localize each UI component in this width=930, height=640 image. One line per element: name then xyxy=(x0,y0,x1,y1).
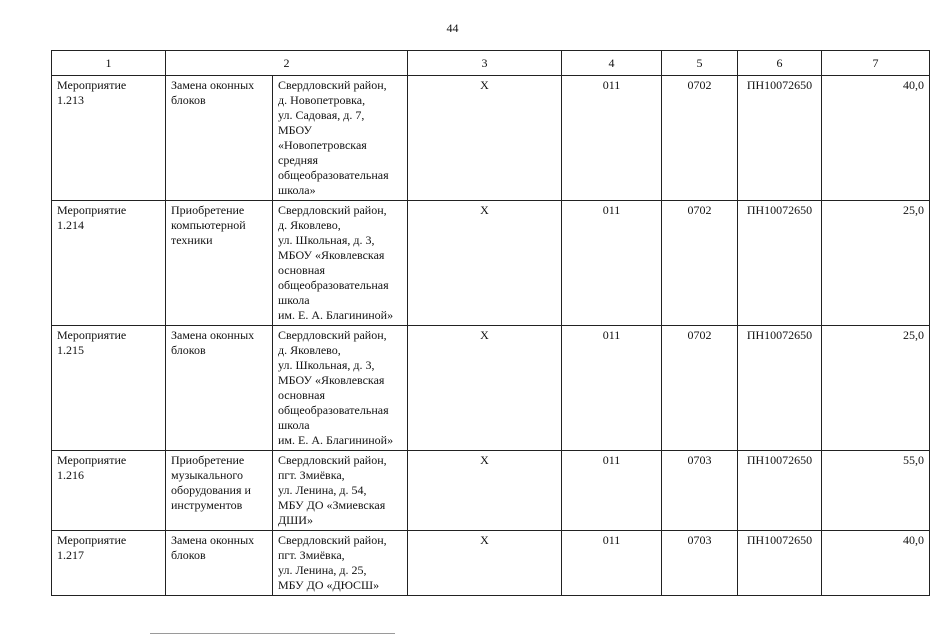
event-address-cell xyxy=(273,201,408,326)
event-description-cell-line: техники xyxy=(171,233,213,247)
event-address-cell-line: основная xyxy=(278,263,325,277)
event-description-cell-line: инструментов xyxy=(171,498,243,512)
event-id-cell-line: Мероприятие xyxy=(57,203,127,217)
header-col-7: 7 xyxy=(822,51,930,76)
event-description-cell xyxy=(166,76,273,201)
event-id-cell xyxy=(52,76,166,201)
amount-cell: 25,0 xyxy=(822,326,930,451)
event-description-cell-line: Приобретение xyxy=(171,203,245,217)
header-col-6: 6 xyxy=(738,51,822,76)
event-description-cell-line: оборудования и xyxy=(171,483,251,497)
header-col-4: 4 xyxy=(562,51,662,76)
event-address-cell xyxy=(273,531,408,596)
event-description-cell-line: Замена оконных xyxy=(171,328,255,342)
col3-cell: Х xyxy=(408,326,562,451)
table-row xyxy=(52,531,930,596)
event-description-cell-line: блоков xyxy=(171,343,206,357)
col3-cell: Х xyxy=(408,451,562,531)
event-id-cell-line: Мероприятие xyxy=(57,533,127,547)
event-address-cell-line: общеобразовательная xyxy=(278,403,389,417)
event-description-cell-line: компьютерной xyxy=(171,218,246,232)
header-col-5: 5 xyxy=(662,51,738,76)
amount-cell: 40,0 xyxy=(822,531,930,596)
amount-cell: 40,0 xyxy=(822,76,930,201)
table-body xyxy=(52,76,930,596)
event-address-cell-line: школа xyxy=(278,418,310,432)
event-id-cell-line: 1.216 xyxy=(57,468,84,482)
table-row xyxy=(52,326,930,451)
event-address-cell-line: Свердловский район, xyxy=(278,328,387,342)
event-description-cell-line: музыкального xyxy=(171,468,243,482)
col4-cell: 011 xyxy=(562,326,662,451)
col4-cell: 011 xyxy=(562,201,662,326)
col3-cell: Х xyxy=(408,76,562,201)
event-id-cell-line: 1.217 xyxy=(57,548,84,562)
event-id-cell xyxy=(52,531,166,596)
event-id-cell-line: 1.215 xyxy=(57,343,84,357)
col3-cell: Х xyxy=(408,201,562,326)
amount-cell: 25,0 xyxy=(822,201,930,326)
event-address-cell-line: им. Е. А. Благининой» xyxy=(278,433,394,447)
event-address-cell-line: ул. Школьная, д. 3, xyxy=(278,358,375,372)
footer-rule xyxy=(150,633,395,634)
col5-cell: 0703 xyxy=(662,531,738,596)
event-address-cell-line: МБУ ДО «ДЮСШ» xyxy=(278,578,380,592)
event-address-cell-line: общеобразовательная xyxy=(278,278,389,292)
event-address-cell xyxy=(273,76,408,201)
event-address-cell-line: Свердловский район, xyxy=(278,533,387,547)
event-description-cell xyxy=(166,531,273,596)
event-description-cell xyxy=(166,201,273,326)
col6-cell: ПН10072650 xyxy=(738,326,822,451)
col4-cell: 011 xyxy=(562,531,662,596)
header-col-1: 1 xyxy=(52,51,166,76)
event-address-cell-line: д. Яковлево, xyxy=(278,218,341,232)
event-address-cell-line: ул. Школьная, д. 3, xyxy=(278,233,375,247)
event-address-cell-line: МБОУ xyxy=(278,123,312,137)
event-address-cell-line: Свердловский район, xyxy=(278,78,387,92)
event-address-cell-line: Свердловский район, xyxy=(278,203,387,217)
event-id-cell-line: 1.214 xyxy=(57,218,84,232)
event-address-cell-line: МБОУ «Яковлевская xyxy=(278,373,385,387)
col5-cell: 0702 xyxy=(662,76,738,201)
col6-cell: ПН10072650 xyxy=(738,531,822,596)
event-address-cell-line: школа» xyxy=(278,183,316,197)
event-description-cell-line: блоков xyxy=(171,93,206,107)
event-address-cell-line: им. Е. А. Благининой» xyxy=(278,308,394,322)
col3-cell: Х xyxy=(408,531,562,596)
event-address-cell-line: ДШИ» xyxy=(278,513,313,527)
event-id-cell xyxy=(52,326,166,451)
page-number: 44 xyxy=(446,21,459,35)
event-address-cell-line: ул. Ленина, д. 25, xyxy=(278,563,367,577)
event-address-cell-line: пгт. Змиёвка, xyxy=(278,468,345,482)
event-address-cell-line: школа xyxy=(278,293,310,307)
event-address-cell-line: д. Яковлево, xyxy=(278,343,341,357)
event-address-cell-line: д. Новопетровка, xyxy=(278,93,366,107)
event-address-cell xyxy=(273,326,408,451)
event-address-cell-line: МБУ ДО «Змиевская xyxy=(278,498,386,512)
event-id-cell-line: Мероприятие xyxy=(57,78,127,92)
event-address-cell-line: общеобразовательная xyxy=(278,168,389,182)
event-address-cell-line: ул. Садовая, д. 7, xyxy=(278,108,365,122)
event-description-cell-line: блоков xyxy=(171,548,206,562)
event-address-cell-line: основная xyxy=(278,388,325,402)
col5-cell: 0702 xyxy=(662,326,738,451)
event-address-cell-line: МБОУ «Яковлевская xyxy=(278,248,385,262)
table-row xyxy=(52,201,930,326)
event-id-cell xyxy=(52,451,166,531)
event-id-cell-line: Мероприятие xyxy=(57,453,127,467)
col5-cell: 0703 xyxy=(662,451,738,531)
col4-cell: 011 xyxy=(562,76,662,201)
col6-cell: ПН10072650 xyxy=(738,76,822,201)
col5-cell: 0702 xyxy=(662,201,738,326)
col4-cell: 011 xyxy=(562,451,662,531)
header-col-2: 2 xyxy=(166,51,408,76)
header-row xyxy=(52,51,930,76)
event-description-cell-line: Замена оконных xyxy=(171,78,255,92)
event-description-cell xyxy=(166,451,273,531)
col6-cell: ПН10072650 xyxy=(738,201,822,326)
event-id-cell xyxy=(52,201,166,326)
amount-cell: 55,0 xyxy=(822,451,930,531)
event-id-cell-line: Мероприятие xyxy=(57,328,127,342)
event-address-cell-line: Свердловский район, xyxy=(278,453,387,467)
budget-table xyxy=(51,50,930,596)
event-description-cell-line: Приобретение xyxy=(171,453,245,467)
event-address-cell-line: «Новопетровская xyxy=(278,138,367,152)
event-description-cell xyxy=(166,326,273,451)
event-id-cell-line: 1.213 xyxy=(57,93,84,107)
event-address-cell xyxy=(273,451,408,531)
event-address-cell-line: пгт. Змиёвка, xyxy=(278,548,345,562)
header-col-3: 3 xyxy=(408,51,562,76)
table-row xyxy=(52,76,930,201)
event-address-cell-line: средняя xyxy=(278,153,319,167)
event-description-cell-line: Замена оконных xyxy=(171,533,255,547)
event-address-cell-line: ул. Ленина, д. 54, xyxy=(278,483,367,497)
col6-cell: ПН10072650 xyxy=(738,451,822,531)
table-row xyxy=(52,451,930,531)
